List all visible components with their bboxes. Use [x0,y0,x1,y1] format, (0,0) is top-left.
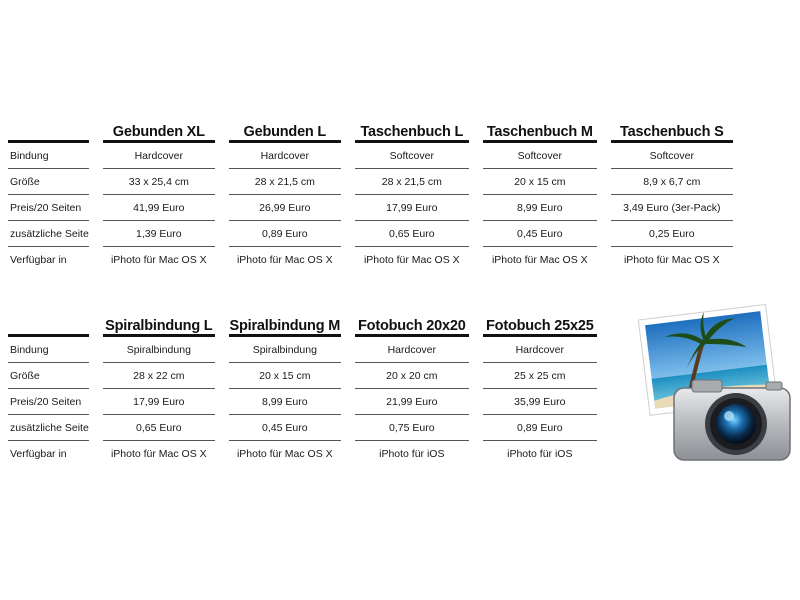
column-header: Fotobuch 20x20 [358,318,466,334]
table-cell: Softcover [483,143,597,169]
table-cell: iPhoto für Mac OS X [110,447,207,460]
header-spacer [8,118,89,140]
table-cell: 0,75 Euro [355,415,469,441]
table-cell: Softcover [611,143,733,169]
row-label: Größe [8,363,89,389]
table-row [8,169,733,195]
table-cell: 17,99 Euro [103,389,215,415]
row-label: zusätzliche Seite [8,415,89,441]
table-cell: iPhoto für Mac OS X [491,253,588,266]
table-cell: 17,99 Euro [355,195,469,221]
comparison-table-1 [8,118,733,272]
table-cell: 8,99 Euro [229,389,341,415]
column-header: Taschenbuch S [620,124,724,140]
table-cell: 8,99 Euro [483,195,597,221]
row-label: Bindung [8,337,89,363]
column-header: Gebunden XL [112,124,205,140]
table-cell: iPhoto für Mac OS X [110,253,207,266]
table-cell: iPhoto für Mac OS X [623,253,720,266]
row-label: Bindung [8,143,89,169]
table-cell: 28 x 22 cm [103,363,215,389]
column-header: Taschenbuch M [486,124,593,140]
column-header: Gebunden L [243,124,327,140]
table-cell: Hardcover [483,337,597,363]
row-label: Preis/20 Seiten [8,195,89,221]
comparison-table-2 [8,312,597,466]
row-label: Größe [8,169,89,195]
table-cell: 28 x 21,5 cm [355,169,469,195]
table-cell: 8,9 x 6,7 cm [611,169,733,195]
row-label: Preis/20 Seiten [8,389,89,415]
table-row [8,143,733,169]
table-cell: Spiralbindung [229,337,341,363]
table-cell: Spiralbindung [103,337,215,363]
row-label: Verfügbar in [10,253,67,266]
column-header: Taschenbuch L [360,124,464,140]
table-cell: 0,45 Euro [229,415,341,441]
table-cell: 0,89 Euro [483,415,597,441]
table-cell: iPhoto für Mac OS X [236,447,333,460]
table-cell: 0,89 Euro [229,221,341,247]
table-cell: 41,99 Euro [103,195,215,221]
iphoto-app-icon [632,302,794,464]
table-cell: 3,49 Euro (3er-Pack) [611,195,733,221]
table-cell: 20 x 15 cm [483,169,597,195]
table-cell: Hardcover [229,143,341,169]
table-cell: 25 x 25 cm [483,363,597,389]
table-cell: 33 x 25,4 cm [103,169,215,195]
table-row [8,415,597,441]
row-label: zusätzliche Seite [8,221,89,247]
table-cell: 35,99 Euro [483,389,597,415]
table-cell: 20 x 20 cm [355,363,469,389]
table-cell: Softcover [355,143,469,169]
table-row [8,441,597,467]
column-header: Fotobuch 25x25 [486,318,594,334]
column-header: Spiralbindung L [105,318,213,334]
table-cell: 0,25 Euro [611,221,733,247]
table-cell: 21,99 Euro [355,389,469,415]
table-cell: 1,39 Euro [103,221,215,247]
table-cell: Hardcover [355,337,469,363]
table-cell: 0,45 Euro [483,221,597,247]
table-row [8,389,597,415]
table-cell: iPhoto für iOS [379,447,445,460]
table-cell: iPhoto für Mac OS X [236,253,333,266]
table-cell: 26,99 Euro [229,195,341,221]
row-label: Verfügbar in [10,447,67,460]
table-cell: Hardcover [103,143,215,169]
table-row [8,221,733,247]
header-spacer [8,312,89,334]
table-cell: 0,65 Euro [103,415,215,441]
table-row [8,195,733,221]
table-cell: iPhoto für iOS [507,447,573,460]
table-row [8,363,597,389]
table-cell: 20 x 15 cm [229,363,341,389]
table-row [8,337,597,363]
table-cell: iPhoto für Mac OS X [363,253,460,266]
table-row [8,247,733,273]
table-cell: 0,65 Euro [355,221,469,247]
column-header: Spiralbindung M [229,318,341,334]
table-cell: 28 x 21,5 cm [229,169,341,195]
